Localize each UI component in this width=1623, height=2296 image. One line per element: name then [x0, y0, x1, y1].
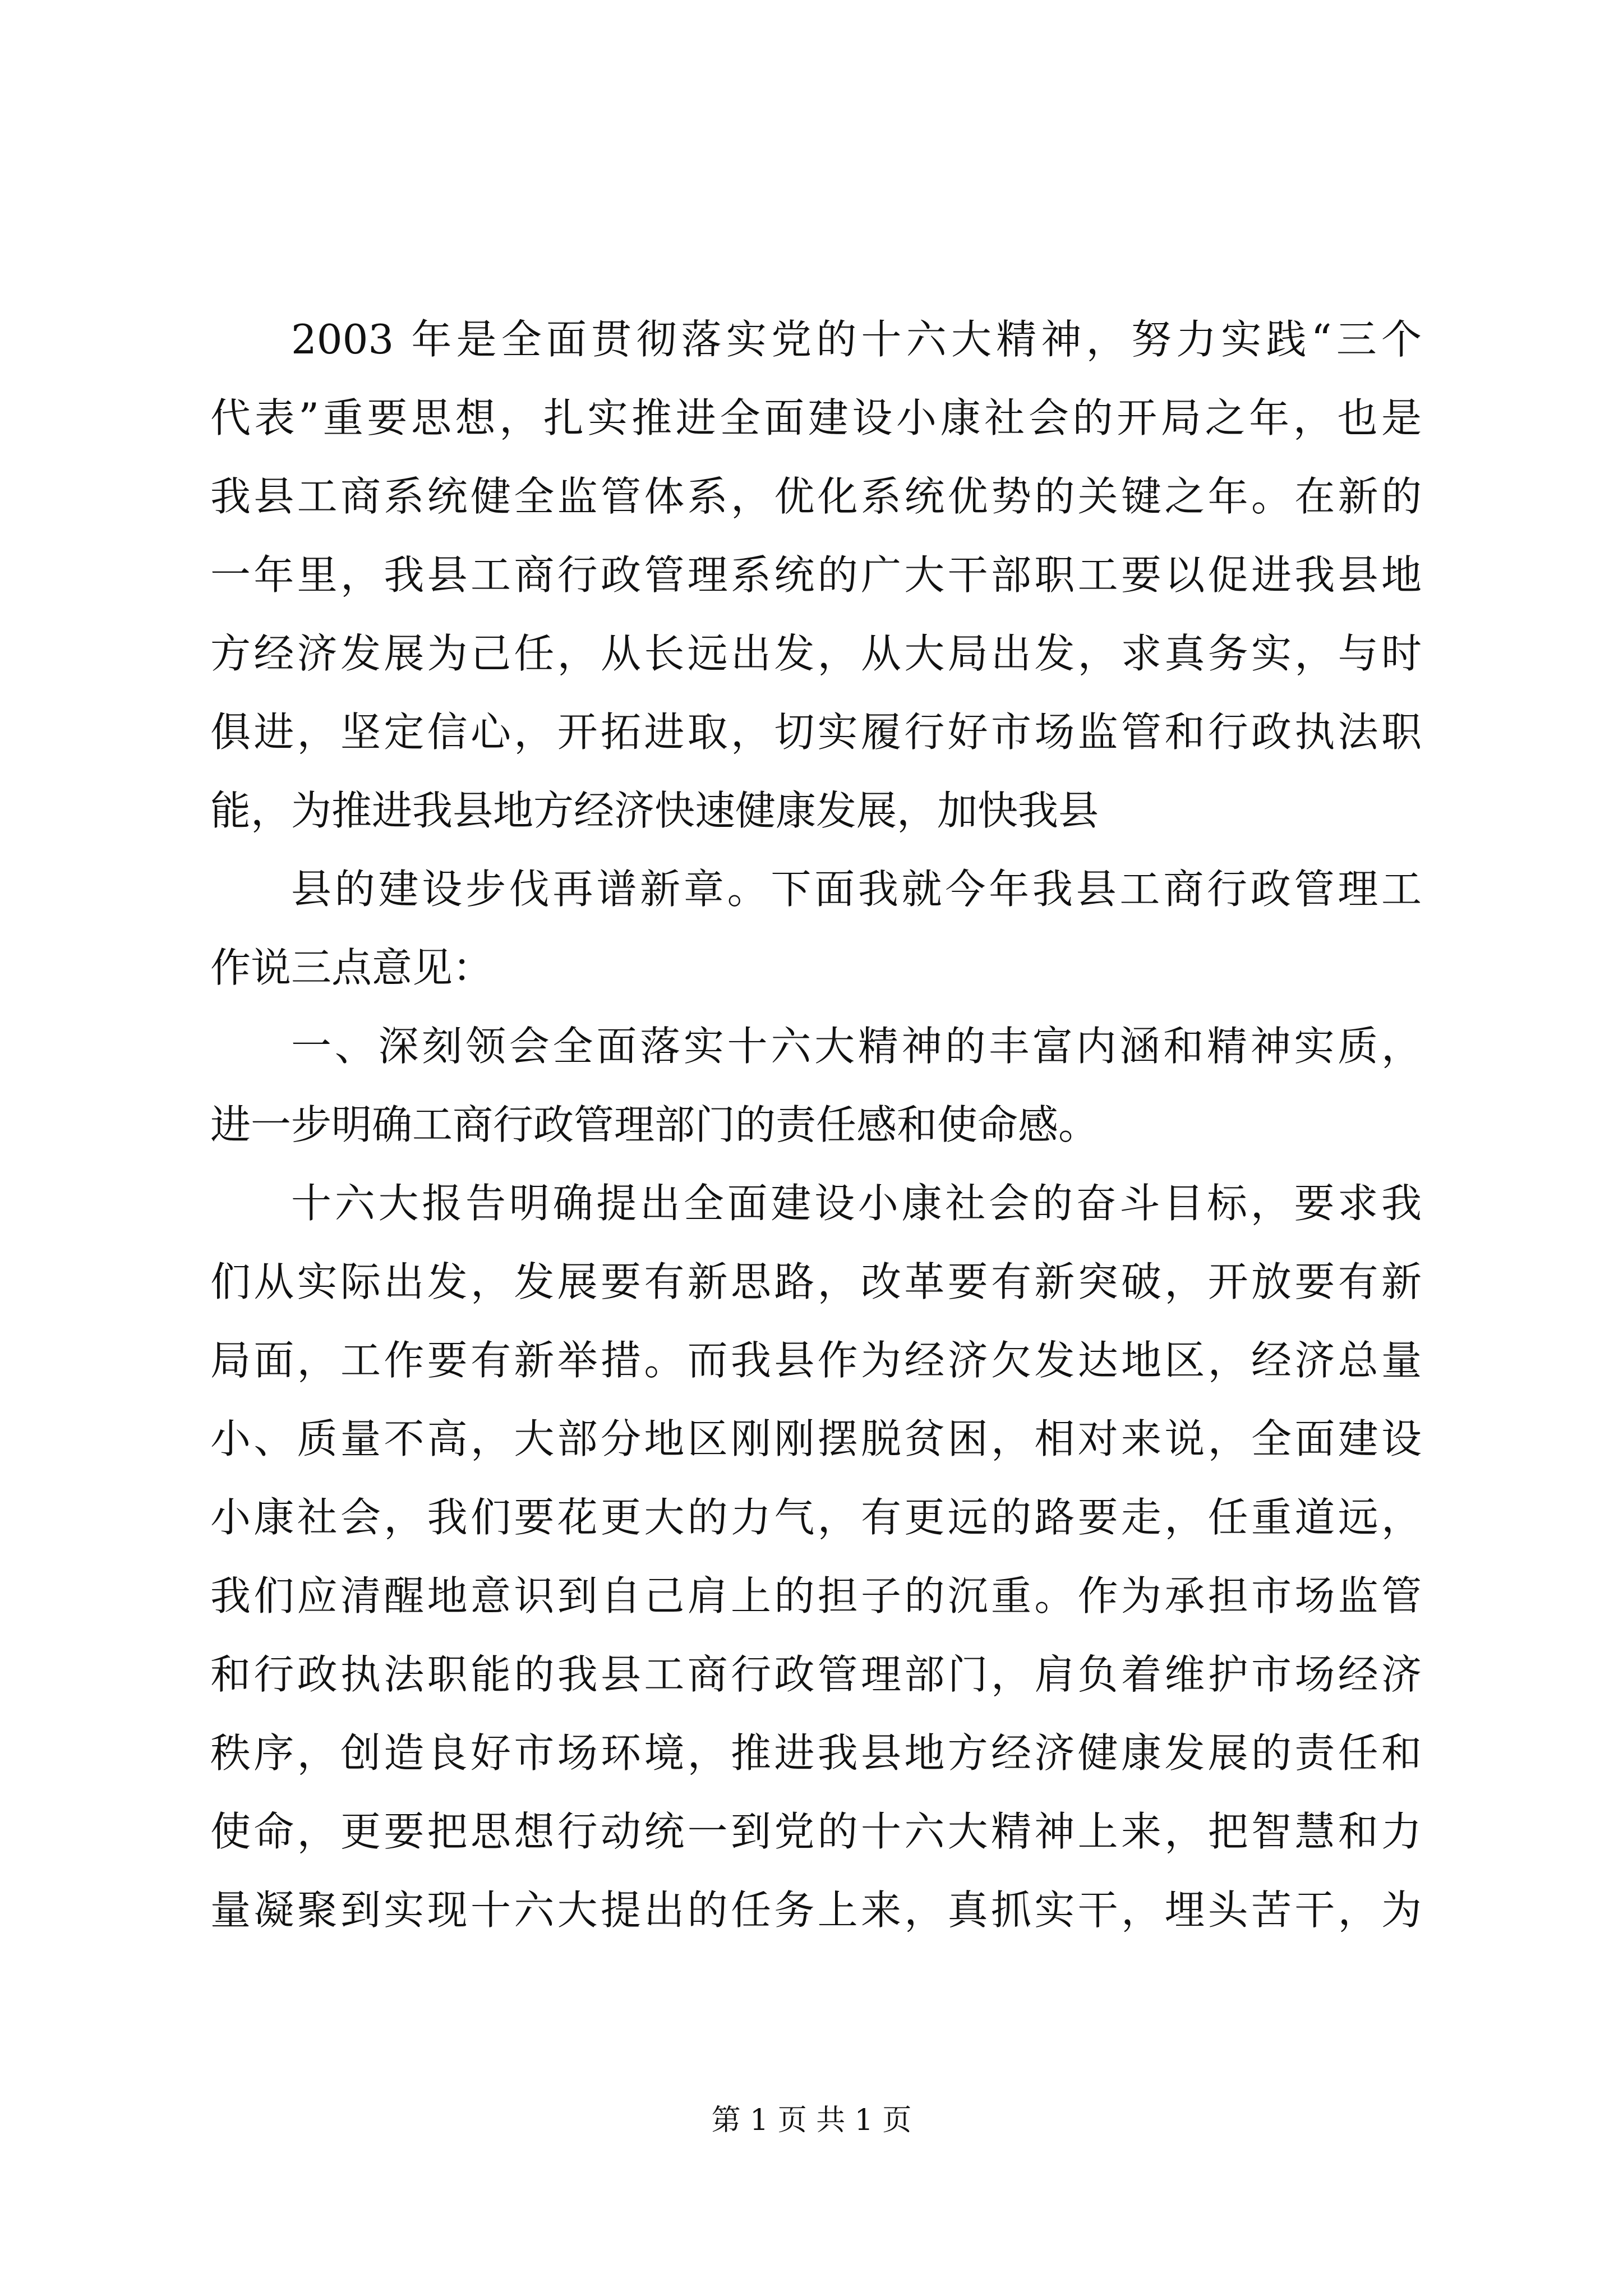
section-heading-line: 进一步明确工商行政管理部门的责任感和使命感。 — [210, 1101, 1099, 1148]
paragraph-line: 2003 年是全面贯彻落实党的十六大精神，努力实践“三个 — [291, 316, 1422, 363]
paragraph-line: 使命，更要把思想行动统一到党的十六大精神上来，把智慧和力 — [210, 1808, 1422, 1855]
paragraph-line: 我们应清醒地意识到自己肩上的担子的沉重。作为承担市场监管 — [210, 1572, 1422, 1619]
page-number-footer: 第 1 页 共 1 页 — [711, 2104, 912, 2137]
paragraph-line: 小、质量不高，大部分地区刚刚摆脱贫困，相对来说，全面建设 — [210, 1415, 1422, 1462]
paragraph-line: 县的建设步伐再谱新章。下面我就今年我县工商行政管理工 — [291, 866, 1422, 913]
paragraph-line: 作说三点意见： — [210, 944, 494, 991]
paragraph-line: 能，为推进我县地方经济快速健康发展，加快我县 — [210, 787, 1099, 834]
paragraph-line: 量凝聚到实现十六大提出的任务上来，真抓实干，埋头苦干，为 — [210, 1887, 1422, 1934]
paragraph-line: 十六大报告明确提出全面建设小康社会的奋斗目标，要求我 — [291, 1180, 1422, 1227]
paragraph-line: 小康社会，我们要花更大的力气，有更远的路要走，任重道远， — [210, 1494, 1422, 1541]
paragraph-line: 局面，工作要有新举措。而我县作为经济欠发达地区，经济总量 — [210, 1337, 1422, 1384]
paragraph-line: 一年里，我县工商行政管理系统的广大干部职工要以促进我县地 — [210, 551, 1422, 599]
paragraph-line: 代表”重要思想，扎实推进全面建设小康社会的开局之年，也是 — [210, 394, 1422, 441]
paragraph-line: 方经济发展为己任，从长远出发，从大局出发，求真务实，与时 — [210, 630, 1422, 677]
paragraph-line: 和行政执法职能的我县工商行政管理部门，肩负着维护市场经济 — [210, 1651, 1422, 1698]
paragraph-line: 们从实际出发，发展要有新思路，改革要有新突破，开放要有新 — [210, 1258, 1422, 1305]
section-heading-line: 一、深刻领会全面落实十六大精神的丰富内涵和精神实质， — [291, 1023, 1422, 1070]
paragraph-line: 我县工商系统健全监管体系，优化系统优势的关键之年。在新的 — [210, 473, 1422, 520]
paragraph-line: 俱进，坚定信心，开拓进取，切实履行好市场监管和行政执法职 — [210, 708, 1422, 756]
paragraph-line: 秩序，创造良好市场环境，推进我县地方经济健康发展的责任和 — [210, 1729, 1422, 1777]
